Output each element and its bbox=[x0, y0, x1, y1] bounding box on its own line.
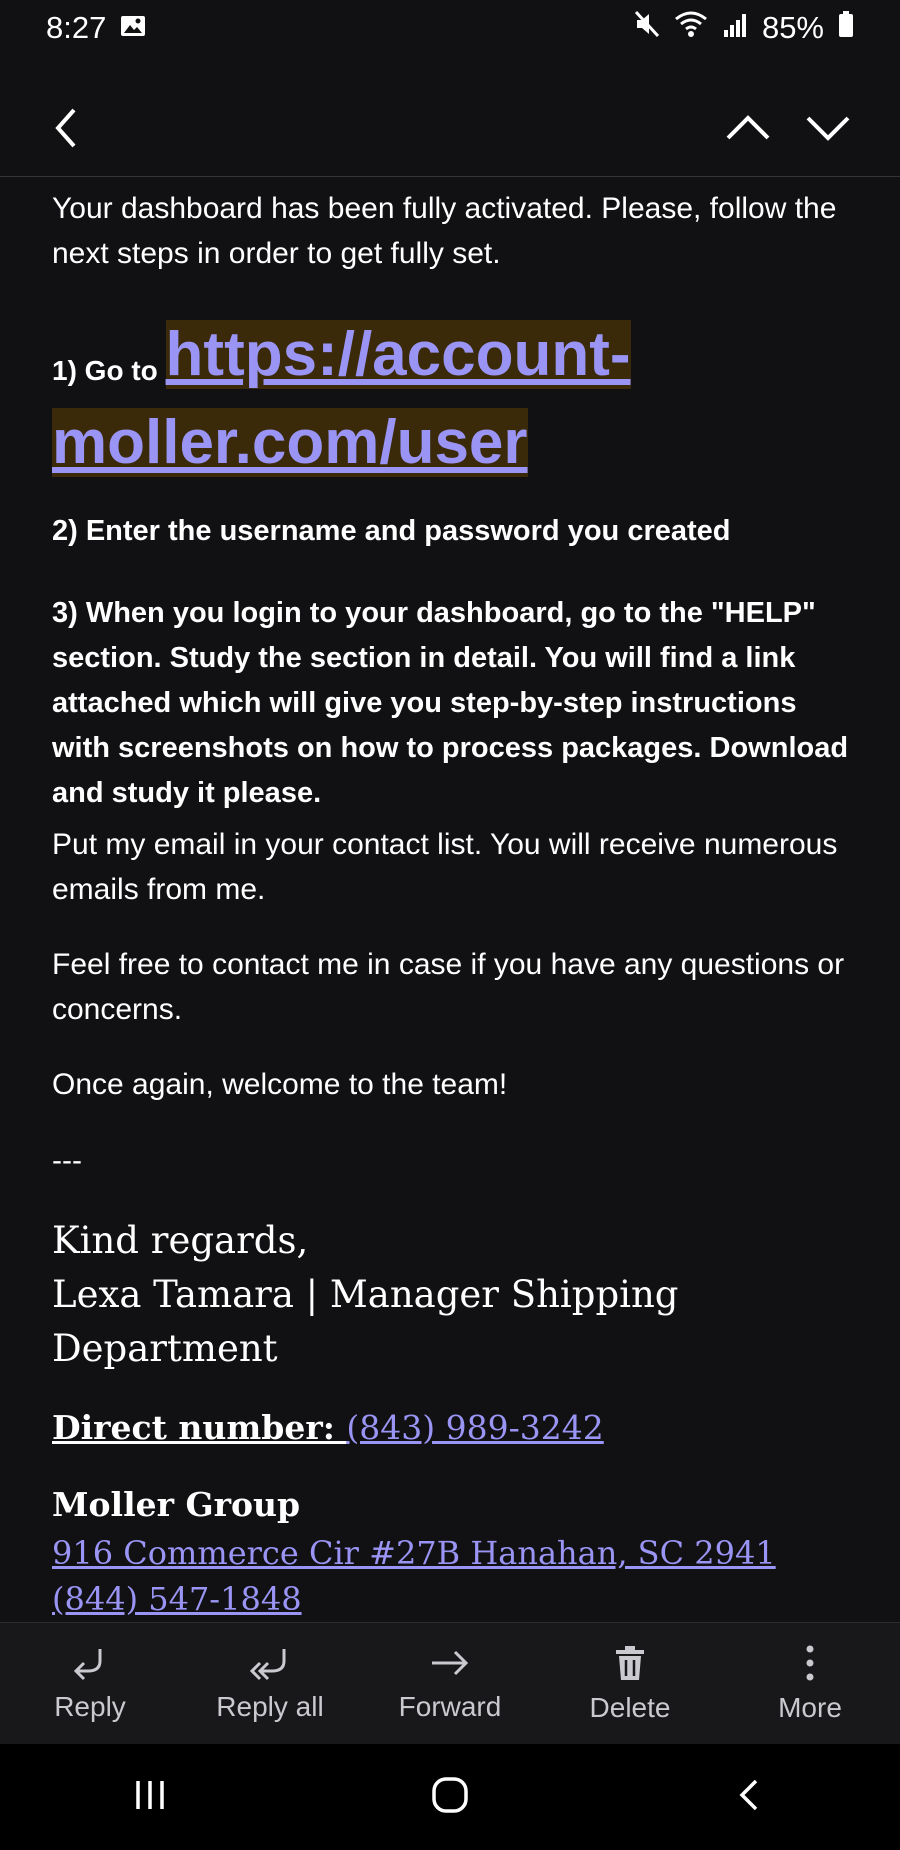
next-email-button[interactable] bbox=[800, 100, 856, 156]
status-bar bbox=[0, 0, 900, 56]
reply-all-button[interactable] bbox=[180, 1623, 360, 1745]
system-nav-bar bbox=[0, 1744, 900, 1850]
delete-label: Delete bbox=[589, 1692, 671, 1723]
status-time: 8:27 bbox=[46, 10, 107, 45]
step-2: 2) Enter the username and password you created bbox=[52, 515, 731, 547]
signature bbox=[52, 1214, 852, 1376]
signal-icon bbox=[722, 10, 748, 46]
forward-icon bbox=[429, 1645, 471, 1681]
wifi-icon bbox=[674, 10, 708, 46]
forward-button[interactable] bbox=[360, 1623, 540, 1745]
signoff: Kind regards, bbox=[52, 1219, 309, 1262]
delete-button[interactable] bbox=[540, 1623, 720, 1745]
back-nav-icon bbox=[730, 1775, 770, 1815]
intro-paragraph: Your dashboard has been fully activated. Please, follow the next steps in order to get fully set. bbox=[52, 192, 837, 270]
forward-label: Forward bbox=[398, 1691, 502, 1722]
direct-number-label: Direct number: bbox=[52, 1408, 347, 1447]
address-link[interactable]: 916 Commerce Cir #27B Hanahan, SC 2941 bbox=[52, 1534, 776, 1572]
more-vertical-icon bbox=[804, 1644, 816, 1682]
recents-icon bbox=[130, 1777, 170, 1813]
contact-paragraph: Put my email in your contact list. You will receive numerous emails from me. bbox=[52, 828, 838, 906]
home-button[interactable] bbox=[430, 1775, 470, 1820]
battery-level: 85% bbox=[761, 10, 824, 45]
more-label: More bbox=[778, 1692, 842, 1723]
step-3: 3) When you login to your dashboard, go to the "HELP" section. Study the section in detail. You will find a link attached which will give you step-by-step instructions with screenshots on how to process packages. Download and study it please. bbox=[52, 597, 849, 809]
email-body[interactable] bbox=[52, 176, 852, 1622]
chevron-down-icon bbox=[800, 100, 856, 156]
more-button[interactable] bbox=[720, 1623, 900, 1745]
welcome-paragraph: Once again, welcome to the team! bbox=[52, 1068, 508, 1101]
chevron-left-icon bbox=[42, 100, 98, 156]
back-nav-button[interactable] bbox=[730, 1775, 770, 1820]
recents-button[interactable] bbox=[130, 1777, 170, 1818]
questions-paragraph: Feel free to contact me in case if you have any questions or concerns. bbox=[52, 948, 845, 1026]
battery-icon bbox=[838, 10, 854, 46]
reply-all-label: Reply all bbox=[216, 1691, 324, 1722]
back-button[interactable] bbox=[42, 100, 98, 156]
image-icon bbox=[120, 10, 146, 46]
step-1-label: 1) Go to bbox=[52, 354, 166, 386]
reply-icon bbox=[70, 1645, 110, 1681]
company-name: Moller Group bbox=[52, 1485, 301, 1524]
trash-icon bbox=[613, 1644, 647, 1682]
reply-all-icon bbox=[248, 1645, 292, 1681]
direct-number-line bbox=[52, 1406, 852, 1450]
mute-icon bbox=[634, 10, 660, 46]
previous-email-button[interactable] bbox=[720, 100, 776, 156]
home-icon bbox=[430, 1775, 470, 1815]
signature-divider: --- bbox=[52, 1144, 82, 1177]
chevron-up-icon bbox=[720, 100, 776, 156]
reply-button[interactable] bbox=[0, 1623, 180, 1745]
phone-link[interactable]: (844) 547-1848 bbox=[52, 1580, 302, 1618]
sender-name: Lexa Tamara | Manager Shipping Department bbox=[52, 1273, 679, 1370]
action-bar bbox=[0, 1622, 900, 1745]
direct-number-link[interactable]: (843) 989-3242 bbox=[346, 1408, 604, 1447]
account-link[interactable]: https://account-moller.com/user bbox=[52, 320, 631, 477]
reply-label: Reply bbox=[54, 1691, 126, 1722]
email-toolbar bbox=[0, 80, 900, 177]
step-1 bbox=[52, 311, 852, 487]
